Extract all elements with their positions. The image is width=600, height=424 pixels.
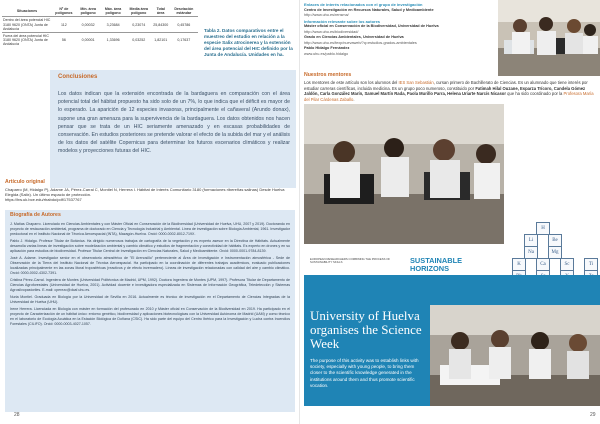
table-header-cell: Nº de polígonos (55, 7, 73, 16)
sustainable-horizons-banner (304, 275, 600, 406)
links-heading: Enlaces de interés relacionados con el grupo de investigación (304, 2, 423, 7)
page-number-right: 29 (590, 412, 596, 418)
element-tile: Ti (584, 258, 598, 271)
link-url[interactable]: http://www.uhu.es/fexp/nuevaweb/?q=estudios-grados-ambientales (304, 40, 417, 45)
element-tile: Sc (560, 258, 574, 271)
lab-photo-top (498, 0, 600, 76)
table-header-cell: Media área polígono (129, 7, 149, 16)
table-cell: 0,00001 (81, 38, 95, 43)
element-tile: Mg (548, 246, 562, 259)
author-bio: Pablo J. Hidalgo. Profesor Titular de Botánica. Ha dirigido numerosos trabajos de cartografía de la vegetación y es experto asesor en la Directiva de Hábitats. Actualmente desarrolla varias líneas de investigación sobre modelización ambiental y cambio climático y estudios de fragmentación y conectividad de hábitats. Es experto en drones y en su aplicación para estudios de biodiversidad. Profesor Titular Central de Investigación en Ciencias Naturales, Salud y Medioambiente. Orcid: 0000-0001-9784-8139. (10, 239, 290, 253)
table-body (2, 17, 198, 48)
table-header-cell: Máx. área polígono (104, 7, 122, 16)
link-url[interactable]: http://www.uhu.es/rensma/ (304, 13, 349, 17)
table-header-cell: Situaciones (16, 9, 38, 14)
sustainable-horizons-logo: SUSTAINABLE HORIZONS (410, 256, 463, 273)
element-tile: Ca (536, 258, 550, 271)
author-bio: Cristina Pérez-Carral. Ingeniera de Montes (Universidad Politécnica de Madrid, UPM, 1992). Doctora Ingeniera de Montes (UPM, 1997). Profesora Titular de Departamento de Ciencias Agroforestales (Universidad de Huelva, 2001). Actividad docente e investigadora especializada en Sistemas de Información Geográfica, Teledetección y Sistemas Agrosilvopastoriles. E-mail: cperezc@dcaf.uhu.es. (10, 278, 290, 292)
article-citation: Chaparro (M, Hidalgo P), Adame JA, Pérez-Carral C, Montiel N, Herrera I. Hábitat de Interés Comunitario 3180 (formaciones ribereñas salinas) Desde Huelva Elegida (Salix). Un último espacio de protección. (5, 187, 285, 198)
sustainable-horizons-subtitle: EUROPEAN RESEARCHERS COMBINING THE PROCESS OF SUSTAINABILITY SKILLS (310, 257, 391, 265)
table-header-cell: Mín. área polígono (80, 7, 96, 16)
science-week-title: University of Huelva organises the Science Week (310, 308, 422, 351)
conclusions-title: Conclusiones (58, 74, 98, 80)
table-cell: 0,17637 (177, 38, 191, 43)
school-name: IES San Sebastián (398, 80, 434, 85)
link-title: Grado en Ciencias Ambientales, Universidad de Huelva (304, 35, 404, 39)
table-caption: Tabla 2. Datos comparativos entre el muestreo del estudio en relación a la especie Salix atrocinerea y la extensión del área potencial del HIC definido por la Junta de Andalucía. Unidades en ha. (204, 28, 293, 57)
table-cell: 0,45786 (177, 22, 191, 27)
link-title: Pablo Hidalgo Fernández (304, 46, 350, 50)
element-tile: Na (524, 246, 538, 259)
biography-text (10, 222, 290, 329)
table-header-cell: Total área (156, 7, 165, 16)
article-reference (5, 187, 295, 203)
mentors-text-b: , cursan primero de Bachillerato de Ciencias. Es un alumnado que tiene interés por estudiar carreras científicas, incluida medicina. Es un grupo poco numeroso, constituido por (304, 80, 588, 91)
table-cell: 1,33696 (106, 38, 120, 43)
mentors-text-a: Los mentores de este artículo son los alumnos del (304, 80, 399, 85)
article-url[interactable]: https://hw.uk.bce.edu/rhabdo/pdf/17537767 (5, 197, 82, 203)
author-bio: Nuria Montiel. Graduada en Biología por la Universidad de Sevilla en 2016. Actualmente es técnico de investigación en el Departamento de Ciencias Integradas de la Universidad de Huelva (UHU). (10, 295, 290, 304)
table-cell: 0,03252 (132, 38, 146, 43)
element-tile: H (536, 222, 550, 235)
science-week-text: The purpose of this activity was to establish links with society, especially with young people, to bring them closer to the scientific knowledge generated in the institutions around them and thus promote scientific vocation. (310, 358, 419, 388)
link-title: Centro de Investigación en Recursos Naturales, Salud y Medioambiente (304, 7, 434, 12)
links-box (304, 2, 494, 57)
table-row (2, 17, 198, 33)
students-names: Fatimah Hilal Ouzane, Esparza Trícoro, Candela Gómez Jaldón, Carla González Marín, Samuel Martín Rada, Paola Murillo Parra, Helena Uriarte Narcís Nicasor (304, 85, 586, 97)
mentors-text-d: . (353, 96, 355, 102)
element-tile: K (512, 258, 526, 271)
students-lab-photo (304, 104, 504, 244)
element-tile: Li (524, 234, 538, 247)
table-cell: 56 (61, 38, 66, 43)
mentors-heading: Nuestros mentores (304, 72, 352, 78)
comparison-table (2, 6, 198, 48)
table-cell: 3,23684 (106, 22, 120, 27)
science-week-photo (430, 305, 600, 406)
link-url[interactable]: www.uhu.es/pablo.hidalgo (304, 51, 349, 56)
table-row (2, 33, 198, 48)
author-bio: Irene Herrera. Licenciada en Biología con máster en formación del profesorado en 2010 y Máster oficial en Conservación de la Biodiversidad en 2019. Ha participado en el proyecto de Caracterización de un hábitat único: entorno genético, biodiversidad y aplicaciones biotecnológicas con la Universidad Autónoma de Madrid (UAM) y como técnico en el laboratorio de Ecología Acuática en la Estación Biológica de Doñana (CSIC). Ha sido parte del equipo del Centro Ibérico para la Investigación y Lucha contra Incendios Forestales (CILIFO). Orcid: 0000-0003-4027-1057. (10, 307, 290, 326)
link-title: Máster oficial en Conservación de la Biodiversidad, Universidad de Huelva (304, 24, 439, 28)
table-cell: 25,84300 (153, 22, 169, 27)
table-cell: Dentro del área potencial HIC 3180 9620 (ONTA) Junta de Andalucía (3, 18, 51, 31)
article-heading: Artículo original (5, 179, 45, 185)
table-cell: 112 (61, 22, 67, 27)
table-cell: Fuera del área potencial HIC 3180 9620 (ONTA) Junta de Andalucía (3, 34, 49, 47)
author-bio: J. Matías Chaparro. Licenciado en Ciencias Ambientales y con Máster Oficial en Conservación de la Biodiversidad (Universidad de Huelva, UHU, 2007 y 2019). Doctorando en proyecto de restauración ambiental, programa de doctorado en Ciencia y Tecnología Industrial y Ambiental. Línea de investigación sobre Biología Ambiental, 1961. Investigador predoctoral en el Instituto Nacional de Técnica Aeroespacial (INTA), Mazagón-Huelva. Orcid: 0000-0002-8012-719X. (10, 222, 290, 236)
conclusions-box (50, 70, 296, 188)
right-page (300, 0, 600, 424)
conclusions-text: Los datos indican que la extensión encontrada de la bardaguera en comparación con el área potencial total del hábitat propuesto ha sido solo de un 7%, lo que indica que el déficit es mayor de lo esperado. La aparición de 12 especies invasoras, principalmente el cañaveral (Arundo donax), supone una gran amenaza para la supervivencia de la bardaguera. Los datos obtenidos nos hacen pensar que se trata de un HIC seriamente amenazado y en escasas probabilidades de conservación. En estudios posteriores se pretende valorar el efecto de la subida del mar y el análisis de los datos del satélite Copernicus para determinar los futuros escenarios climáticos y realizar modelos y proyecciones futuras del HIC. (58, 91, 290, 155)
biography-title: Biografía de Autores (10, 212, 61, 218)
links-heading: Información relevante sobre los autores (304, 18, 381, 24)
teacher-name: Profesora María del Pilar Cárdenas Zaballo (304, 91, 594, 102)
mentors-text-c: que ha sido coordinado por la (506, 91, 564, 97)
sustainable-horizons-logo-area (304, 244, 494, 275)
link-url[interactable]: http://www.uhu.es/biodiversidad/ (304, 29, 359, 34)
table-cell: 0,00032 (81, 22, 95, 27)
page-number-left: 28 (14, 412, 20, 418)
table-cell: 0,23074 (132, 22, 146, 27)
table-cell: 1,82101 (154, 38, 168, 43)
authors-biography-box (5, 210, 295, 412)
element-tile: Be (548, 234, 562, 247)
author-bio: José A. Adame. Investigador senior en el observatorio atmosférico de "El Arenosillo" perteneciente al Área de Investigación e Instrumentación atmosférica - Sede de Observación de la Tierra del Instituto Nacional de Técnica Aeroespacial. Ha participado en la coordinación de diferentes trabajos académicos, evaluado publicaciones localizadas principalmente en las zonas litoral troposféricas (reactivos y de efecto invernadero). Líneas de investigación relacionadas con calidad del aire y cambio climático. Orcid: 0000-0002-4302-7391. (10, 256, 290, 275)
table-header-row (2, 6, 198, 17)
table-header-cell: Desviación estándar (174, 7, 194, 16)
mentors-text (304, 80, 594, 102)
